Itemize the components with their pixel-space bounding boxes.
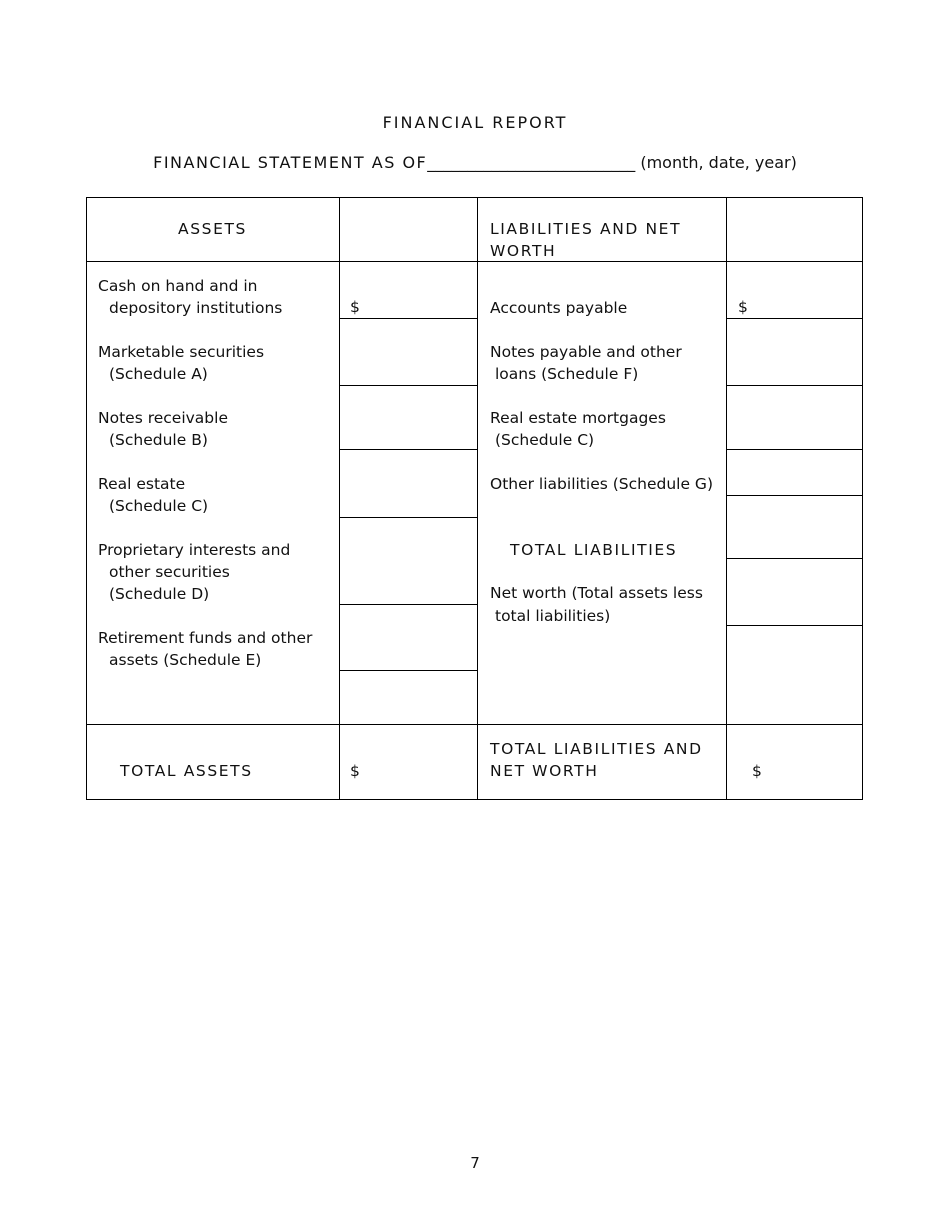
statement-date-hint: (month, date, year) bbox=[635, 153, 797, 172]
total-assets-label: TOTAL ASSETS bbox=[120, 762, 253, 780]
page-number: 7 bbox=[470, 1154, 480, 1172]
page-title: FINANCIAL REPORT bbox=[382, 113, 568, 132]
net-worth-label-cont: total liabilities) bbox=[495, 607, 611, 625]
liab-mortgages-schedule: (Schedule C) bbox=[495, 431, 595, 449]
amount-line bbox=[726, 495, 863, 496]
liab-notes-payable-schedule: loans (Schedule F) bbox=[495, 365, 639, 383]
liab-accounts-payable-amount[interactable]: $ bbox=[738, 298, 748, 316]
amount-line bbox=[726, 385, 863, 386]
asset-securities-label: Marketable securities bbox=[98, 343, 265, 361]
net-worth-label: Net worth (Total assets less bbox=[490, 584, 703, 602]
amount-line bbox=[339, 318, 477, 319]
amount-line bbox=[726, 625, 863, 626]
column-divider bbox=[339, 197, 340, 800]
liab-other-label: Other liabilities (Schedule G) bbox=[490, 475, 713, 493]
statement-date-blank[interactable]: __________________________ bbox=[427, 153, 636, 172]
column-divider bbox=[726, 197, 727, 800]
asset-notes-schedule: (Schedule B) bbox=[109, 431, 208, 449]
totals-row-divider bbox=[86, 724, 863, 725]
asset-proprietary-label-cont: other securities bbox=[109, 563, 230, 581]
total-liab-networth-amount[interactable]: $ bbox=[752, 762, 762, 780]
asset-securities-schedule: (Schedule A) bbox=[109, 365, 208, 383]
asset-proprietary-label: Proprietary interests and bbox=[98, 541, 291, 559]
total-liab-networth-label: TOTAL LIABILITIES AND bbox=[490, 740, 703, 758]
header-row-divider bbox=[86, 261, 863, 262]
statement-date-label: FINANCIAL STATEMENT AS OF bbox=[153, 153, 428, 172]
liabilities-header: LIABILITIES AND NET bbox=[490, 220, 682, 238]
asset-cash-amount[interactable]: $ bbox=[350, 298, 360, 316]
amount-line bbox=[726, 558, 863, 559]
asset-real-estate-label: Real estate bbox=[98, 475, 186, 493]
amount-line bbox=[339, 449, 477, 450]
liab-accounts-payable-label: Accounts payable bbox=[490, 299, 628, 317]
total-liabilities-label: TOTAL LIABILITIES bbox=[510, 541, 678, 559]
statement-date-line bbox=[0, 152, 950, 174]
liab-notes-payable-label: Notes payable and other bbox=[490, 343, 682, 361]
amount-line bbox=[339, 670, 477, 671]
amount-line bbox=[339, 517, 477, 518]
amount-line bbox=[726, 449, 863, 450]
asset-proprietary-schedule: (Schedule D) bbox=[109, 585, 210, 603]
asset-real-estate-schedule: (Schedule C) bbox=[109, 497, 209, 515]
asset-retirement-label: Retirement funds and other bbox=[98, 629, 313, 647]
amount-line bbox=[339, 385, 477, 386]
amount-line bbox=[726, 318, 863, 319]
asset-cash-label-cont: depository institutions bbox=[109, 299, 283, 317]
asset-cash-label: Cash on hand and in bbox=[98, 277, 258, 295]
assets-header: ASSETS bbox=[178, 220, 247, 238]
total-assets-amount[interactable]: $ bbox=[350, 762, 360, 780]
column-divider bbox=[477, 197, 478, 800]
asset-retirement-label-cont: assets (Schedule E) bbox=[109, 651, 262, 669]
amount-line bbox=[339, 604, 477, 605]
total-liab-networth-label-cont: NET WORTH bbox=[490, 762, 599, 780]
liab-mortgages-label: Real estate mortgages bbox=[490, 409, 666, 427]
asset-notes-label: Notes receivable bbox=[98, 409, 228, 427]
liabilities-header-cont: WORTH bbox=[490, 242, 557, 260]
